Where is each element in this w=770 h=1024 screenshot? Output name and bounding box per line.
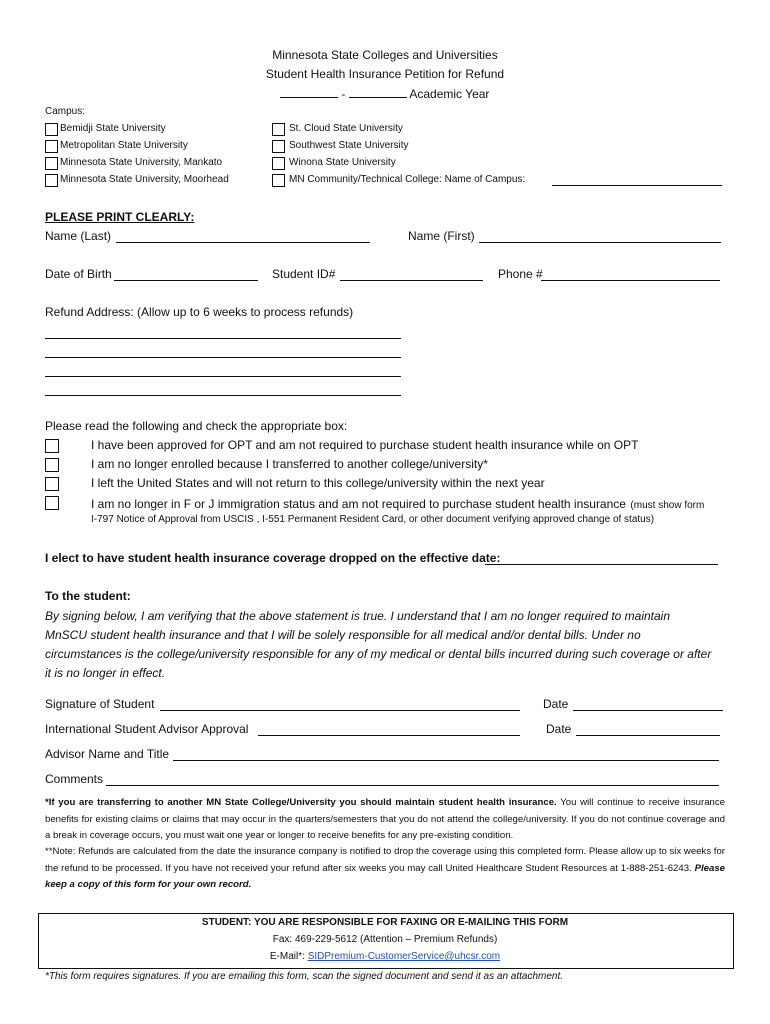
- submission-title: STUDENT: YOU ARE RESPONSIBLE FOR FAXING OR E-MAILING THIS FORM: [201, 917, 569, 928]
- email-line: [0, 951, 770, 962]
- statement-line: circumstances is the college/university responsible for any of my medical or dental bills incurred during such coverage or after: [45, 647, 712, 661]
- reason-label: I am no longer enrolled because I transferred to another college/university*: [91, 457, 488, 471]
- campus-option-label: Bemidji State University: [60, 123, 166, 134]
- statement-line: MnSCU student health insurance and that I will be solely responsible for all medical and/or dental bills. Under no: [45, 628, 641, 642]
- transfer-note-bold: *If you are transferring to another MN State College/University you should maintain student health insurance.: [45, 797, 557, 808]
- campus-checkbox-mankato[interactable]: [45, 157, 58, 170]
- reason-label: I left the United States and will not return to this college/university within the next year: [91, 476, 545, 490]
- elect-label: I elect to have student health insurance coverage dropped on the effective date:: [45, 551, 501, 565]
- campus-checkbox-mn-community[interactable]: [272, 174, 285, 187]
- campus-option-label: Winona State University: [289, 157, 396, 168]
- refund-note-text: **Note: Refunds are calculated from the date the insurance company is notified to drop the coverage using this completed form. Please allow up to six weeks for the refund to be processed. If you have not received your refund after six weeks you may call United Healthcare Student Resources at 1-888-251-6243.: [45, 846, 725, 874]
- campus-checkbox-southwest[interactable]: [272, 140, 285, 153]
- academic-year-line: [280, 86, 489, 101]
- form-organization: Minnesota State Colleges and Universities: [272, 48, 498, 62]
- date-label: Date: [546, 722, 572, 736]
- comments-field[interactable]: [106, 774, 719, 786]
- campus-option-label: MN Community/Technical College: Name of Campus:: [289, 174, 526, 185]
- refund-address-line[interactable]: [45, 357, 401, 358]
- campus-label: Campus:: [45, 106, 86, 117]
- campus-checkbox-moorhead[interactable]: [45, 174, 58, 187]
- advisor-date-field[interactable]: [576, 724, 720, 736]
- student-signature-field[interactable]: [160, 699, 520, 711]
- phone-label: Phone #: [498, 267, 543, 281]
- statement-line: it is no longer in effect.: [45, 666, 166, 680]
- campus-checkbox-metropolitan[interactable]: [45, 140, 58, 153]
- campus-name-field[interactable]: [552, 174, 722, 186]
- advisor-name-label: Advisor Name and Title: [45, 747, 170, 761]
- student-id-label: Student ID#: [272, 267, 336, 281]
- email-label: E-Mail*:: [269, 951, 305, 962]
- statement-line: By signing below, I am verifying that the above statement is true. I understand that I am no longer required to maintain: [45, 609, 671, 623]
- checklist-intro: Please read the following and check the appropriate box:: [45, 419, 348, 433]
- dob-label: Date of Birth: [45, 267, 112, 281]
- campus-option-label: Metropolitan State University: [60, 140, 188, 151]
- refund-address-line[interactable]: [45, 338, 401, 339]
- student-date-field[interactable]: [573, 699, 723, 711]
- date-label: Date: [543, 697, 569, 711]
- reason-checkbox-transferred[interactable]: [45, 458, 59, 472]
- academic-year-label: Academic Year: [409, 87, 490, 101]
- campus-checkbox-st-cloud[interactable]: [272, 123, 285, 136]
- reason-label: I have been approved for OPT and am not required to purchase student health insurance while on OPT: [91, 438, 639, 452]
- phone-field[interactable]: [541, 269, 720, 281]
- email-link[interactable]: SIDPremium-CustomerService@uhcsr.com: [307, 951, 501, 962]
- year-end-blank[interactable]: [349, 86, 407, 98]
- name-last-label: Name (Last): [45, 229, 112, 243]
- name-last-field[interactable]: [116, 231, 370, 243]
- comments-label: Comments: [45, 772, 104, 786]
- refund-address-label: Refund Address: (Allow up to 6 weeks to process refunds): [45, 305, 354, 319]
- transfer-note-text: You will continue to receive insurance benefits for existing claims or claims that may occur in the quarters/semesters that you do not attend the college/university. If you do not continue coverage and a break in coverage occurs, you must wait one year or longer to receive benefits for any pre-existing condition.: [45, 797, 725, 841]
- refund-note-keep-copy: Please keep a copy of this form for your own record.: [45, 862, 725, 890]
- campus-option-label: Southwest State University: [289, 140, 409, 151]
- reason-checkbox-left-us[interactable]: [45, 477, 59, 491]
- reason-label: I am no longer in F or J immigration status and am not required to purchase student health insurance: [91, 497, 626, 511]
- student-statement: [45, 607, 725, 683]
- transfer-note: [45, 795, 725, 845]
- reason-checkbox-status-change[interactable]: [45, 496, 59, 510]
- print-clearly-heading: PLEASE PRINT CLEARLY:: [45, 210, 195, 224]
- advisor-approval-label: International Student Advisor Approval: [45, 722, 249, 736]
- advisor-name-field[interactable]: [173, 749, 719, 761]
- reason-checkbox-opt[interactable]: [45, 439, 59, 453]
- fax-number: Fax: 469-229-5612 (Attention – Premium Refunds): [272, 934, 498, 945]
- student-signature-label: Signature of Student: [45, 697, 155, 711]
- campus-option-label: St. Cloud State University: [289, 123, 403, 134]
- advisor-approval-field[interactable]: [258, 724, 520, 736]
- form-title: Student Health Insurance Petition for Refund: [265, 67, 505, 81]
- effective-date-field[interactable]: [485, 553, 718, 565]
- reason-label-row: [91, 495, 704, 513]
- name-first-field[interactable]: [479, 231, 721, 243]
- dob-field[interactable]: [114, 269, 258, 281]
- campus-checkbox-winona[interactable]: [272, 157, 285, 170]
- campus-checkbox-bemidji[interactable]: [45, 123, 58, 136]
- student-id-field[interactable]: [340, 269, 483, 281]
- year-start-blank[interactable]: [280, 86, 338, 98]
- refund-note: [45, 844, 725, 894]
- refund-address-line[interactable]: [45, 376, 401, 377]
- reason-note: (must show form: [630, 500, 705, 511]
- signature-requirement-note: *This form requires signatures. If you are emailing this form, scan the signed document and send it as an attachment.: [45, 971, 564, 982]
- student-heading: To the student:: [45, 589, 131, 603]
- refund-address-line[interactable]: [45, 395, 401, 396]
- campus-option-label: Minnesota State University, Mankato: [60, 157, 223, 168]
- year-separator: -: [341, 87, 346, 101]
- campus-option-label: Minnesota State University, Moorhead: [60, 174, 229, 185]
- reason-note-continued: I-797 Notice of Approval from USCIS , I-551 Permanent Resident Card, or other document verifying approved change of status): [91, 514, 655, 525]
- name-first-label: Name (First): [408, 229, 475, 243]
